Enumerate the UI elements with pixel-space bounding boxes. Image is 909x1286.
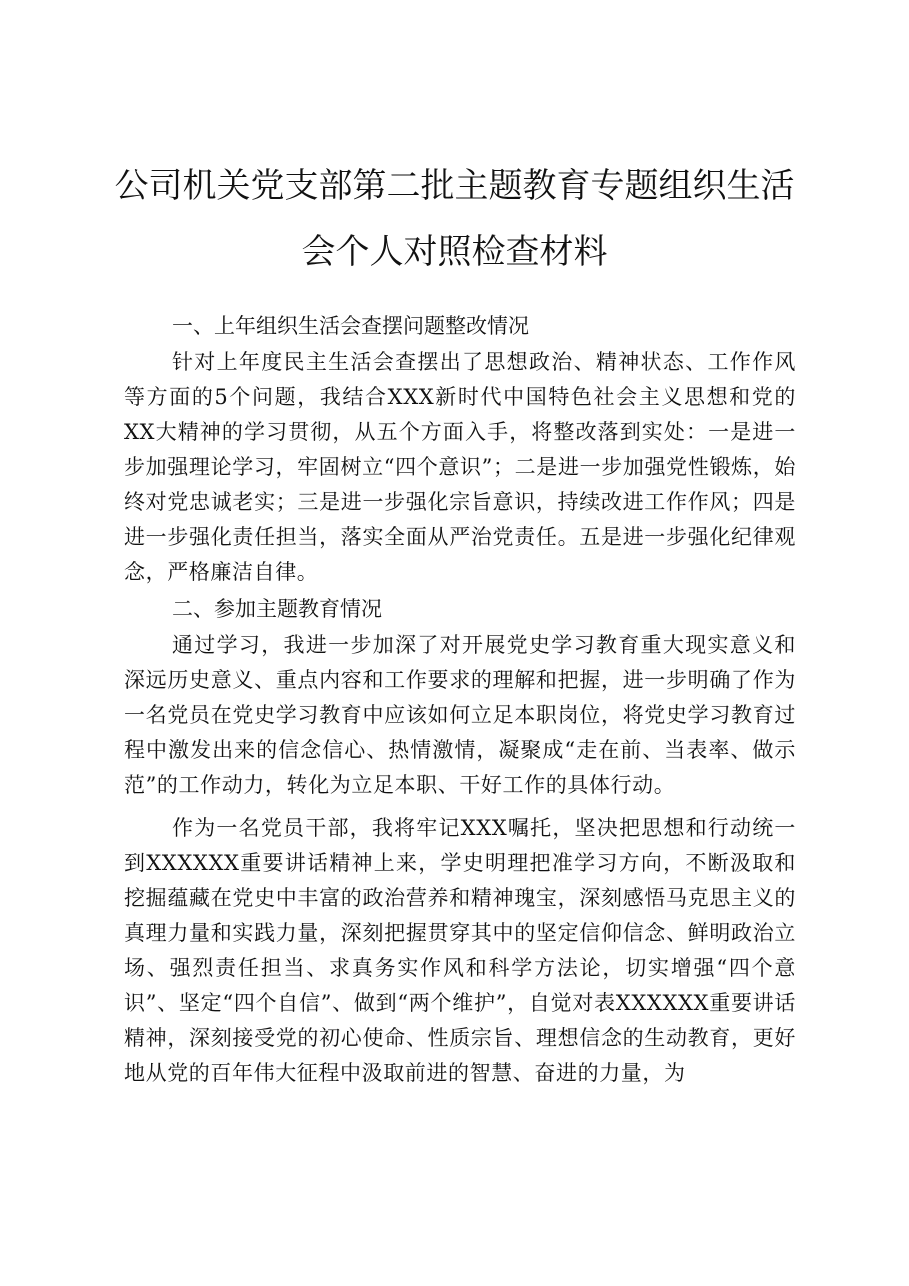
document-body xyxy=(124,307,796,1091)
section-2-paragraph-2: 作为一名党员干部，我将牢记XXX嘱托，坚决把思想和行动统一到XXXXXX重要讲话精神上来，学史明理把准学习方向，不断汲取和挖掘蕴藏在党史中丰富的政治营养和精神瑰宝，深刻感悟马克思主义的真理力量和实践力量，深刻把握贯穿其中的坚定信仰信念、鲜明政治立场、强烈责任担当、求真务实作风和科学方法论，切实增强“四个意识”、坚定“四个自信”、做到“两个维护”，自觉对表XXXXXX重要讲话精神，深刻接受党的初心使命、性质宗旨、理想信念的生动教育，更好地从党的百年伟大征程中汲取前进的智慧、奋进的力量，为 xyxy=(124,816,796,1085)
document-title-line-2: 会个人对照检查材料 xyxy=(301,232,608,272)
section-1-paragraph: 针对上年度民主生活会查摆出了思想政治、精神状态、工作作风等方面的5个问题，我结合XXX新时代中国特色社会主义思想和党的XX大精神的学习贯彻，从五个方面入手，将整改落到实处：一是进一步加强理论学习，牢固树立“四个意识”；二是进一步加强党性锻炼，始终对党忠诚老实；三是进一步强化宗旨意识，持续改进工作作风；四是进一步强化责任担当，落实全面从严治党责任。五是进一步强化纪律观念，严格廉洁自律。 xyxy=(124,350,796,584)
section-2-paragraph-1: 通过学习，我进一步加深了对开展党史学习教育重大现实意义和深远历史意义、重点内容和工作要求的理解和把握，进一步明确了作为一名党员在党史学习教育中应该如何立足本职岗位，将党史学习教育过程中激发出来的信念信心、热情激情，凝聚成“走在前、当表率、做示范”的工作动力，转化为立足本职、干好工作的具体行动。 xyxy=(124,633,796,797)
document-title-line-1: 公司机关党支部第二批主题教育专题组织生活 xyxy=(114,166,795,206)
section-1-heading: 一、上年组织生活会查摆问题整改情况 xyxy=(172,314,529,338)
section-2-heading: 二、参加主题教育情况 xyxy=(172,597,382,621)
